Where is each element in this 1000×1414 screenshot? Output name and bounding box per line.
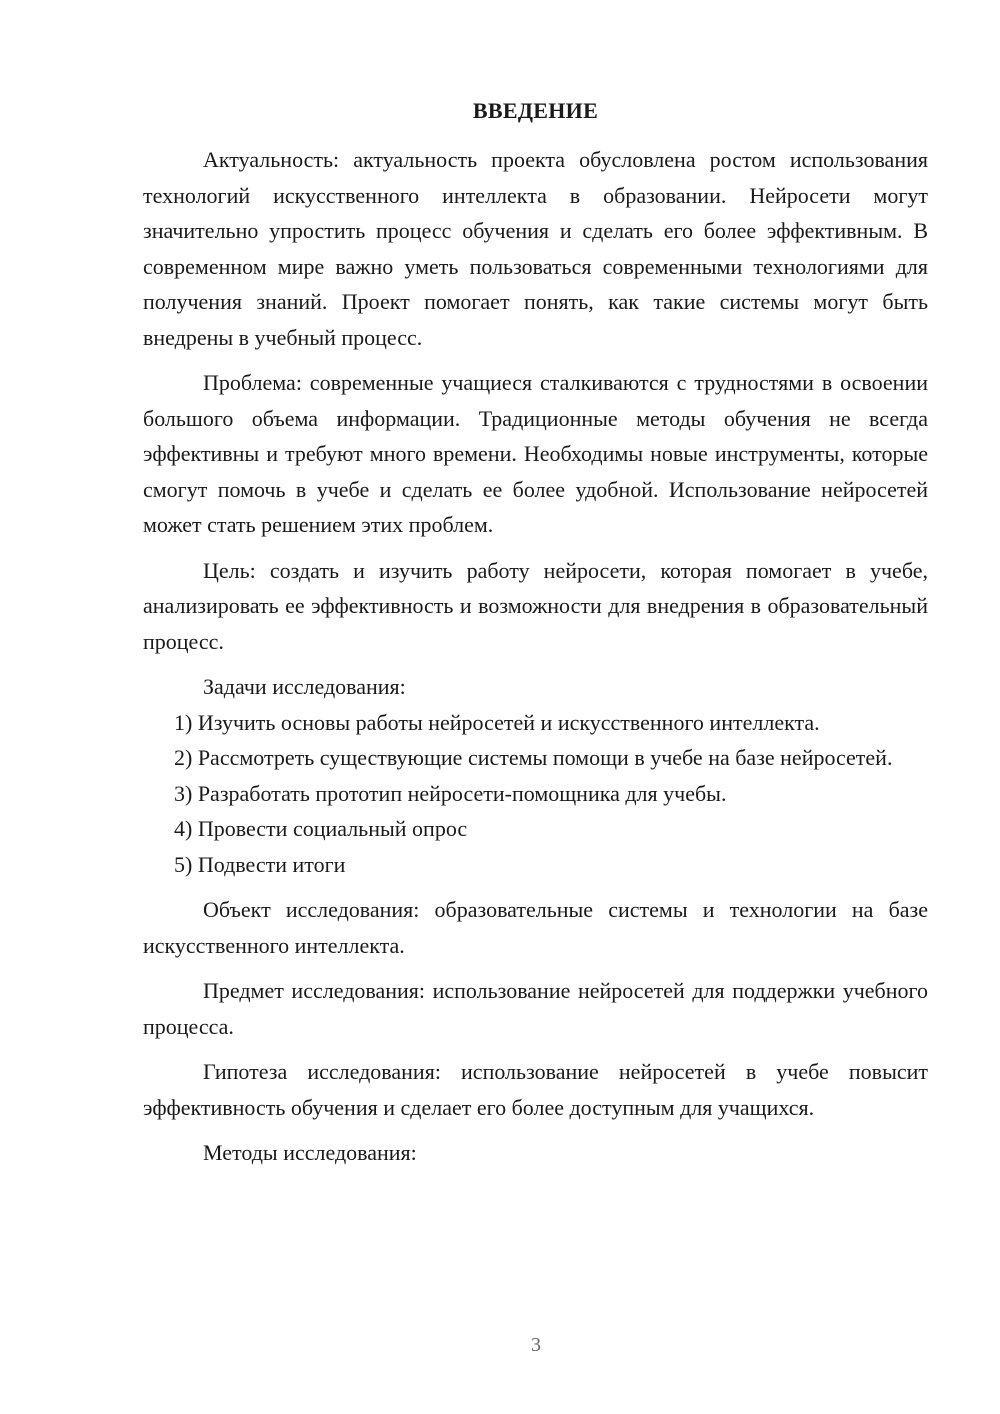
task-item: 1) Изучить основы работы нейросетей и искусственного интеллекта.: [174, 709, 820, 735]
paragraph-hypothesis: Гипотеза исследования: использование нейросетей в учебе повысит эффективность обучения и сделает его более доступным для учащихся.: [143, 1059, 928, 1120]
page-title: ВВЕДЕНИЕ: [472, 98, 599, 123]
document-body: [143, 142, 928, 1171]
paragraph-problem: Проблема: современные учащиеся сталкиваются с трудностями в освоении большого объема информации. Традиционные методы обучения не всегда эффективны и требуют много времени. Необходимы новые инструменты, которые смогут помочь в учебе и сделать ее более удобной. Использование нейросетей может стать решением этих проблем.: [143, 370, 928, 537]
task-item: 5) Подвести итоги: [174, 851, 346, 877]
tasks-heading: Задачи исследования:: [203, 674, 406, 699]
paragraph-goal: Цель: создать и изучить работу нейросети, которая помогает в учебе, анализировать ее эффективность и возможности для внедрения в образовательный процесс.: [143, 557, 928, 654]
paragraph-subject: Предмет исследования: использование нейросетей для поддержки учебного процесса.: [143, 978, 928, 1039]
task-item: 2) Рассмотреть существующие системы помощи в учебе на базе нейросетей.: [174, 745, 893, 770]
paragraph-object: Объект исследования: образовательные системы и технологии на базе искусственного интеллекта.: [143, 897, 928, 958]
methods-heading: Методы исследования:: [203, 1140, 417, 1165]
page-number: 3: [531, 1334, 541, 1356]
task-item: 4) Провести социальный опрос: [174, 816, 468, 841]
task-item: 3) Разработать прототип нейросети-помощника для учебы.: [174, 780, 727, 806]
paragraph-relevance: Актуальность: актуальность проекта обусловлена ростом использования технологий искусственного интеллекта в образовании. Нейросети могут значительно упростить процесс обучения и сделать его более эффективным. В современном мире важно уметь пользоваться современными технологиями для получения знаний. Проект помогает понять, как такие системы могут быть внедрены в учебный процесс.: [143, 147, 928, 350]
